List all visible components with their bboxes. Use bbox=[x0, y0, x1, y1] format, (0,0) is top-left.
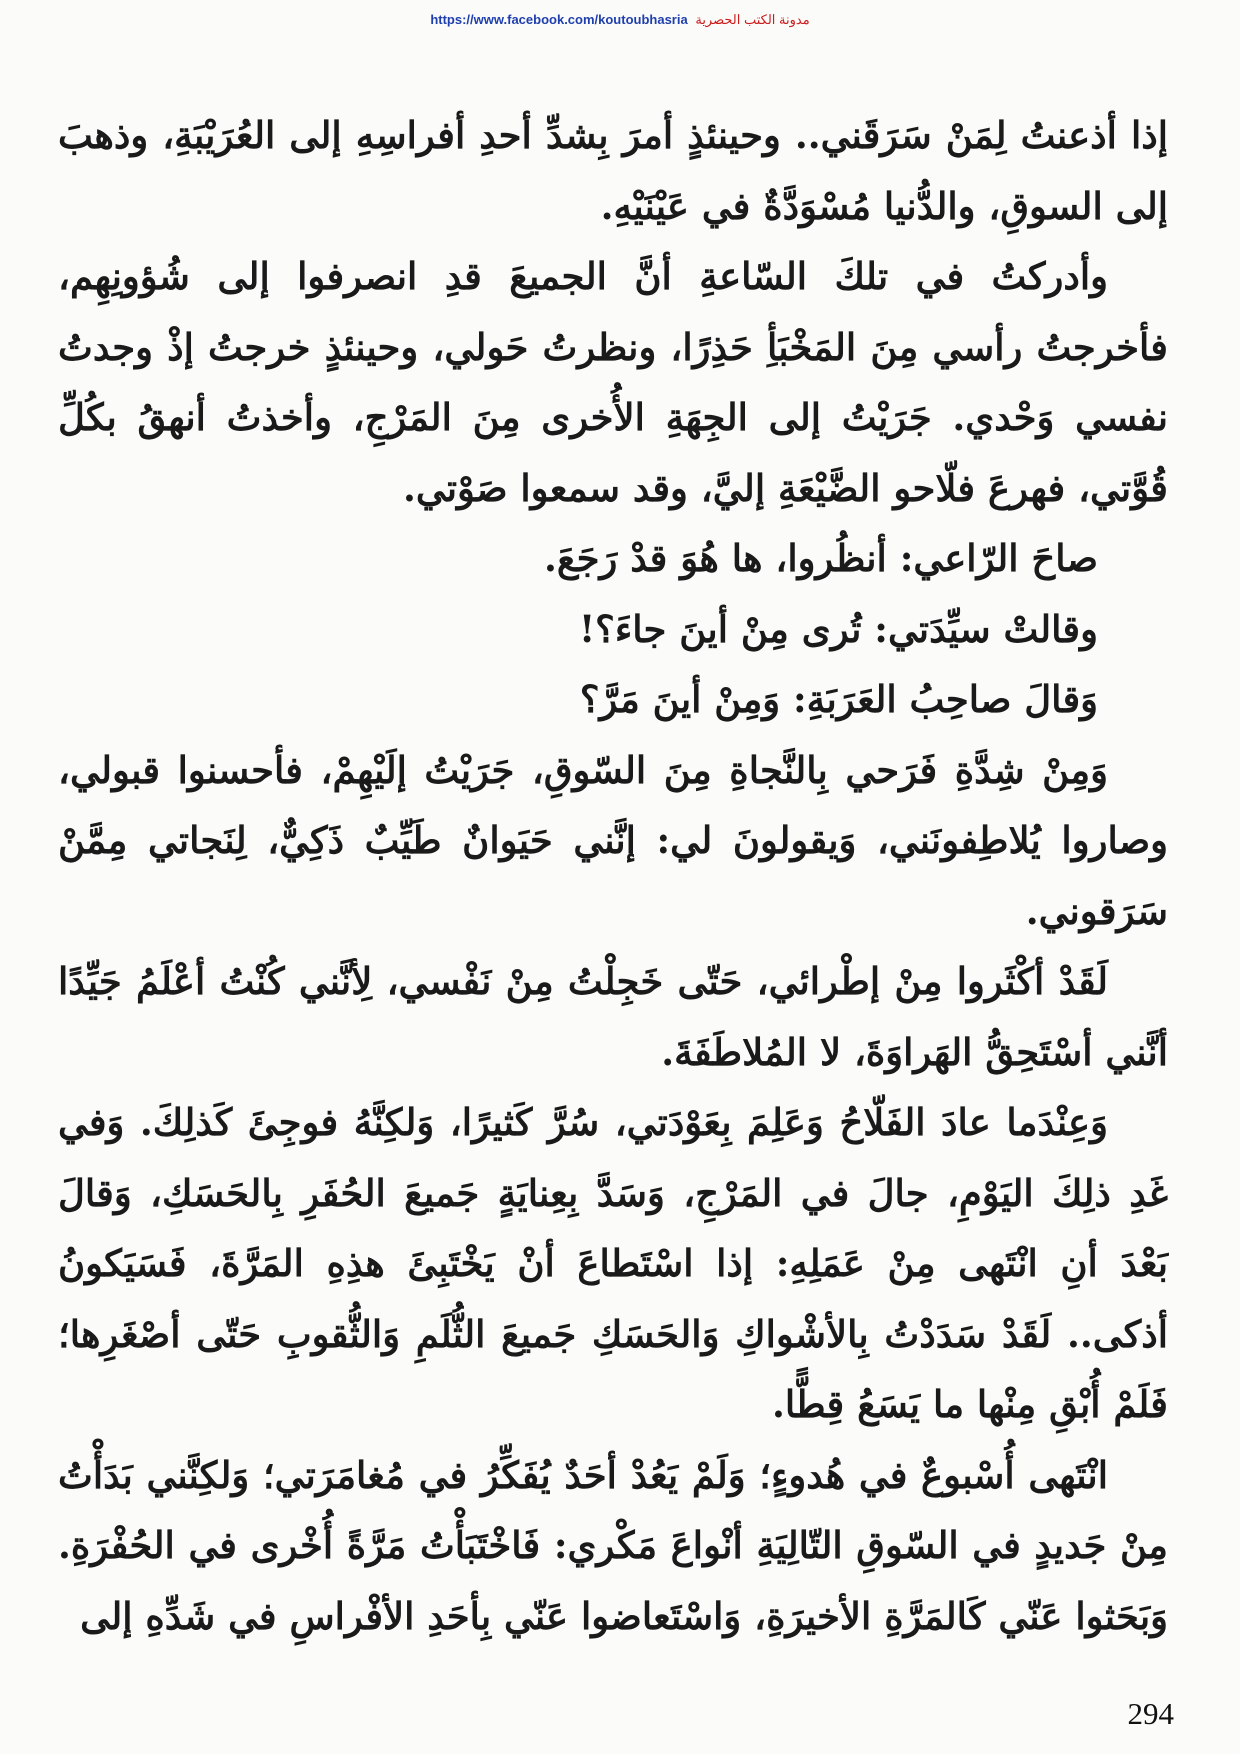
paragraph-1: إذا أذعنتُ لِمَنْ سَرَقَني.. وحينئذٍ أمرَ بِشدِّ أحدِ أفراسِهِ إلى العُرَيْبَةِ، وذهبَ إلى السوقِ، والدُّنيا مُسْوَدَّةٌ في عَيْنَيْهِ. bbox=[58, 113, 1168, 228]
body-text bbox=[58, 100, 1168, 1651]
page-number: 294 bbox=[1127, 1696, 1174, 1731]
paragraph-praise: لَقَدْ أكْثَروا مِنْ إطْرائي، حَتّى خَجِلْتُ مِنْ نَفْسي، لِأنَّني كُنْتُ أعْلَمُ جَيِّدًا أنَّني أسْتَحِقُّ الهَراوَةَ، لا المُلاطَفَةَ. bbox=[58, 959, 1168, 1074]
paragraph-joy: وَمِنْ شِدَّةِ فَرَحي بِالنَّجاةِ مِنَ السّوقِ، جَرَيْتُ إلَيْهِمْ، فأحسنوا قبولي، وصاروا يُلاطِفونَني، وَيقولونَ لي: إنَّني حَيَوانٌ طَيِّبٌ ذَكِيٌّ، لِنَجاتي مِمَّنْ سَرَقوني. bbox=[58, 747, 1168, 933]
dialogue-shepherd: صاحَ الرّاعي: أنظُروا، ها هُوَ قدْ رَجَعَ. bbox=[544, 536, 1098, 580]
page-header bbox=[0, 12, 1240, 28]
dialogue-mistress: وقالتْ سيِّدَتي: تُرى مِنْ أينَ جاءَ؟! bbox=[578, 606, 1098, 651]
paragraph-week: انْتَهى أُسْبوعٌ في هُدوءٍ؛ وَلَمْ يَعُدْ أحَدٌ يُفَكِّرُ في مُغامَرَتي؛ وَلكِنَّني بَدَأْتُ مِنْ جَديدٍ في السّوقِ التّالِيَةِ أنْواعَ مَكْري: فَاخْتَبَأْتُ مَرَّةً أُخْرى في الحُفْرَةِ. وَبَحَثوا عَنّي كَالمَرَّةِ الأخيرَةِ، وَاسْتَعاضوا عَنّي بِأحَدِ الأفْراسِ في شَدِّهِ إلى bbox=[58, 1452, 1168, 1638]
blog-name: مدونة الكتب الحصرية bbox=[695, 12, 810, 27]
facebook-link[interactable]: https://www.facebook.com/koutoubhasria bbox=[430, 12, 688, 27]
dialogue-cart-owner: وَقالَ صاحِبُ العَرَبَةِ: وَمِنْ أينَ مَرَّ؟ bbox=[579, 677, 1098, 721]
paragraph-farmer: وَعِنْدَما عادَ الفَلّاحُ وَعَلِمَ بِعَوْدَتي، سُرَّ كَثيرًا، وَلكِنَّهُ فوجِئَ كَذلِكَ. وَفي غَدِ ذلِكَ اليَوْمِ، جالَ في المَرْجِ، وَسَدَّ بِعِنايَةٍ جَميعَ الحُفَرِ بِالحَسَكِ، وَقالَ بَعْدَ أنِ انْتَهى مِنْ عَمَلِهِ: إذا اسْتَطاعَ أنْ يَخْتَبِئَ هذِهِ المَرَّةَ، فَسَيَكونُ أذكى.. لَقَدْ سَدَدْتُ بِالأشْواكِ وَالحَسَكِ جَميعَ الثُّلَمِ وَالثُّقوبِ حَتّى أصْغَرِها؛ فَلَمْ أُبْقِ مِنْها ما يَسَعُ قِطًّا. bbox=[58, 1100, 1168, 1426]
paragraph-2: وأدركتُ في تلكَ السّاعةِ أنَّ الجميعَ قدِ انصرفوا إلى شُؤونِهِم، فأخرجتُ رأسي مِنَ المَخْبَأِ حَذِرًا، ونظرتُ حَولي، وحينئذٍ خرجتُ إذْ وجدتُ نفسي وَحْدي. جَرَيْتُ إلى الجِهَةِ الأُخرى مِنَ المَرْجِ، وأخذتُ أنهقُ بكُلِّ قُوَّتي، فهرعَ فلّاحو الضَّيْعَةِ إليَّ، وقد سمعوا صَوْتي. bbox=[58, 254, 1168, 510]
